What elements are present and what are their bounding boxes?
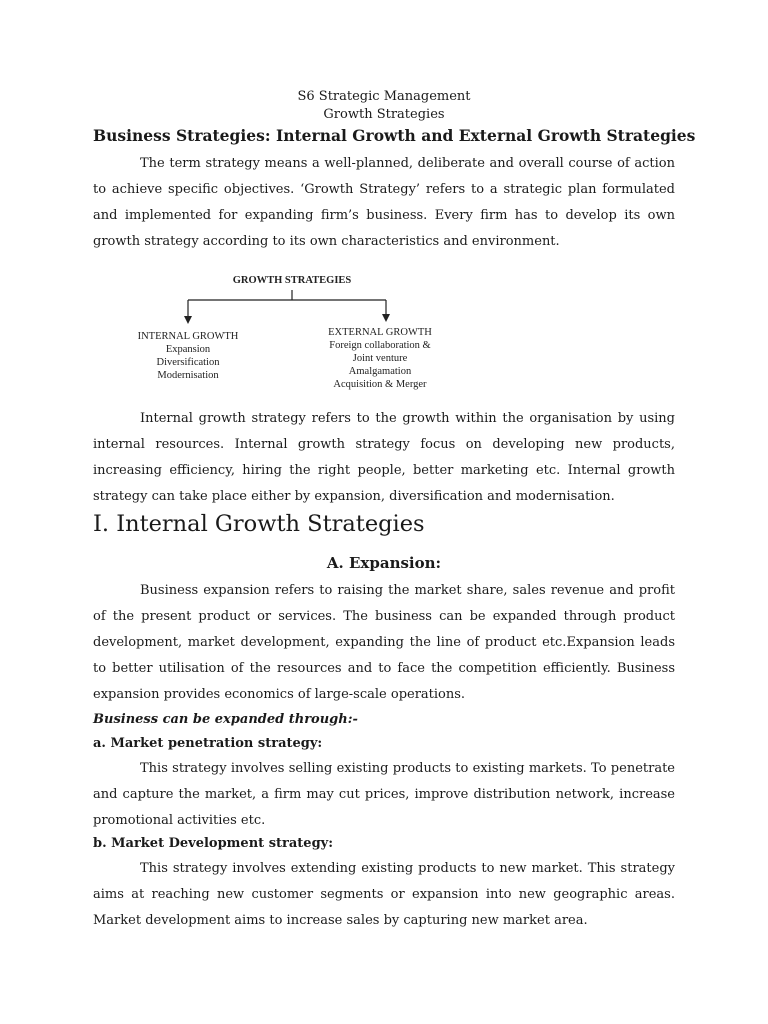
section-heading: I. Internal Growth Strategies bbox=[93, 511, 425, 537]
diagram-title: GROWTH STRATEGIES bbox=[232, 275, 352, 286]
intro-paragraph: The term strategy means a well-planned, deliberate and overall course of action to achieve specific objectives. ‘Growth Strategy’ refers to a strategic plan formulated and implemented for expanding firm’s business. Every firm has to develop its own growth strategy according to its own characteristics and environment. bbox=[93, 156, 675, 249]
topic-title: Growth Strategies bbox=[323, 107, 445, 122]
expansion-paragraph: Business expansion refers to raising the market share, sales revenue and profit of the present product or services. The business can be expanded through product development, market development, expanding the line of product etc.Expansion leads to better utilisation of the resources and to face the competition efficiently. Business expansion provides economics of large-scale operations. bbox=[93, 583, 675, 702]
external-growth-box bbox=[310, 326, 450, 391]
arrow-left-icon bbox=[184, 316, 192, 324]
arrow-right-icon bbox=[382, 314, 390, 322]
internal-growth-item: Expansion bbox=[165, 344, 211, 355]
document-title: Business Strategies: Internal Growth and External Growth Strategies bbox=[93, 126, 696, 145]
internal-growth-title: INTERNAL GROWTH bbox=[137, 331, 239, 342]
external-growth-item: Acquisition & Merger bbox=[333, 379, 427, 390]
internal-growth-box bbox=[122, 330, 254, 382]
growth-strategies-diagram bbox=[122, 268, 450, 396]
external-growth-item: Amalgamation bbox=[348, 366, 412, 377]
internal-growth-item: Diversification bbox=[156, 357, 220, 368]
expanded-through-label: Business can be expanded through:- bbox=[93, 712, 358, 727]
market-penetration-paragraph: This strategy involves selling existing products to existing markets. To penetrate and capture the market, a firm may cut prices, improve distribution network, increase promotional activities etc. bbox=[93, 761, 675, 828]
course-title: S6 Strategic Management bbox=[297, 89, 471, 104]
external-growth-item: Foreign collaboration & bbox=[329, 340, 431, 351]
subsection-heading: A. Expansion: bbox=[326, 554, 442, 572]
market-development-paragraph: This strategy involves extending existing products to new market. This strategy aims at reaching new customer segments or expansion into new geographic areas. Market development aims to increase sales by capturing new market area. bbox=[93, 861, 675, 928]
external-growth-item: Joint venture bbox=[352, 353, 408, 364]
internal-growth-item: Modernisation bbox=[157, 370, 219, 381]
external-growth-title: EXTERNAL GROWTH bbox=[328, 327, 432, 338]
market-development-heading: b. Market Development strategy: bbox=[93, 836, 334, 851]
market-penetration-heading: a. Market penetration strategy: bbox=[93, 736, 323, 751]
internal-growth-paragraph: Internal growth strategy refers to the growth within the organisation by using internal resources. Internal growth strategy focus on developing new products, increasing efficiency, hiring the right people, better marketing etc. Internal growth strategy can take place either by expansion, diversification and modernisation. bbox=[93, 411, 675, 504]
